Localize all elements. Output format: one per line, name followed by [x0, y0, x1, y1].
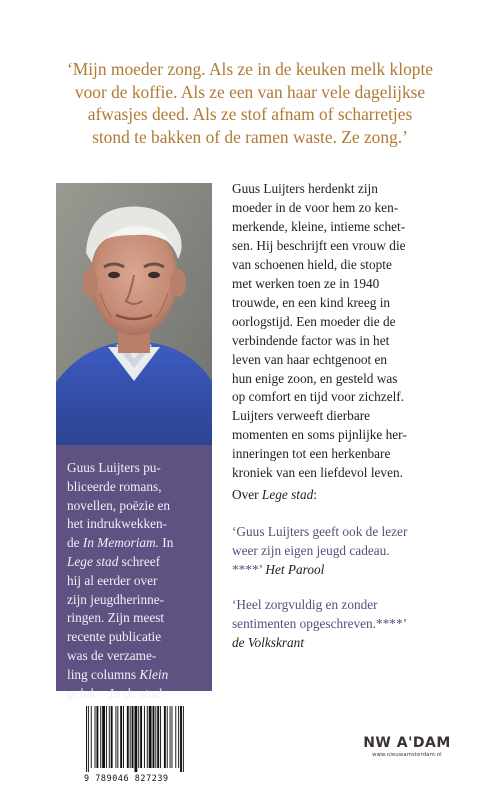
blurb-line: kroniek van een liefdevol leven. — [232, 465, 403, 481]
blurb-line: van schoenen hield, die stopte — [232, 256, 392, 272]
reviews-heading-colon: : — [313, 487, 317, 502]
bio-text: . — [161, 685, 165, 701]
barcode-bar — [147, 706, 148, 768]
barcode-bar — [178, 706, 179, 768]
publisher-name: NW A'DAM — [363, 735, 451, 751]
bio-line: Guus Luijters pu- — [67, 460, 161, 475]
barcode-bar — [102, 706, 105, 768]
author-photo — [56, 183, 212, 445]
barcode-bar — [155, 706, 156, 768]
bio-title-italic: In Memoriam. — [82, 535, 159, 551]
barcode-bar — [127, 706, 129, 768]
review-line: sentimenten opgeschreven.****’ — [232, 615, 408, 631]
barcode-bar — [115, 706, 116, 768]
barcode-bar — [120, 706, 122, 768]
barcode-bar — [153, 706, 155, 768]
blurb-line: Luijters verweeft dierbare — [232, 408, 371, 424]
barcode-bar — [149, 706, 152, 768]
barcode-bar — [95, 706, 96, 768]
barcode-bar — [96, 706, 98, 768]
blurb-line: leven van haar echtgenoot en — [232, 351, 388, 367]
blurb-line: op comfort en tijd voor zichzelf. — [232, 389, 405, 405]
barcode-bar — [138, 706, 139, 768]
isbn-number: 9 789046 827239 — [84, 773, 169, 783]
barcode-bar — [117, 706, 118, 768]
bio-line: recente publicatie — [67, 629, 162, 645]
bio-title-italic: geluk – In de stad — [67, 685, 162, 701]
barcode-bar — [86, 706, 87, 772]
barcode-bar — [109, 706, 110, 768]
bio-line — [67, 666, 204, 685]
bio-text: ling columns — [67, 666, 137, 682]
blurb-line: trouwde, en een kind kreeg in — [232, 294, 391, 310]
quote-line: voor de koffie. Als ze een van haar vele dagelijkse — [74, 81, 426, 102]
bio-text: de — [67, 535, 80, 551]
bio-text: In — [162, 535, 174, 551]
review-source: de Volkskrant — [232, 634, 305, 650]
bio-title-italic: Klein — [139, 666, 169, 682]
blurb-line: moeder in de voor hem zo ken- — [232, 199, 399, 215]
bio-line: was de verzame- — [67, 647, 157, 663]
barcode-bar — [144, 706, 145, 768]
reviews-heading — [232, 487, 317, 503]
blurb-text — [232, 180, 472, 483]
bio-line: ringen. Zijn meest — [67, 610, 165, 626]
bio-line: zijn jeugdherinne- — [67, 591, 165, 607]
publisher-logo — [361, 735, 453, 758]
barcode-bar — [157, 706, 159, 768]
barcode-bar — [140, 706, 142, 768]
barcode-bar — [160, 706, 161, 768]
barcode-bar — [106, 706, 107, 768]
barcode-bar — [172, 706, 173, 768]
bio-line: novellen, poëzie en — [67, 497, 171, 513]
barcode-bar — [132, 706, 134, 768]
blurb-line: merkende, kleine, intieme schet- — [232, 218, 406, 234]
cover-quote — [34, 58, 466, 148]
barcode-bar — [183, 706, 184, 772]
blurb-line: momenten en soms pijnlijke her- — [232, 427, 407, 443]
barcode-bars — [82, 706, 218, 772]
barcode-bar — [170, 706, 171, 768]
blurb-line: oorlogstijd. Een moeder die de — [232, 313, 396, 329]
barcode-bar — [100, 706, 101, 768]
review-line — [232, 634, 472, 653]
barcode-bar — [130, 706, 131, 768]
review-source: Het Parool — [265, 561, 325, 577]
bio-line: bliceerde romans, — [67, 478, 162, 494]
bio-line — [67, 685, 204, 704]
bio-line: het indrukwekken- — [67, 516, 168, 532]
author-portrait-image — [56, 183, 212, 445]
review-line: ‘Guus Luijters geeft ook de lezer — [232, 524, 408, 539]
blurb-line: Guus Luijters herdenkt zijn — [232, 181, 378, 196]
blurb-line: hun enige zoon, en gesteld was — [232, 370, 398, 386]
barcode-bar — [175, 706, 176, 768]
barcode-bar — [91, 706, 92, 768]
blurb-line: verbindende factor was in het — [232, 332, 390, 348]
bio-line — [67, 534, 204, 553]
barcode-bar — [111, 706, 113, 768]
barcode-bar — [123, 706, 124, 768]
review-line: ‘Heel zorgvuldig en zonder — [232, 597, 378, 612]
quote-line: ‘Mijn moeder zong. Als ze in de keuken melk klopte — [66, 59, 434, 79]
review-line: weer zijn eigen jeugd cadeau. — [232, 542, 390, 558]
barcode-bar — [88, 706, 89, 772]
bio-title-italic: Lege stad — [67, 553, 119, 569]
publisher-url: www.nieuwamsterdam.nl — [372, 752, 442, 758]
review-rating: ****’ — [232, 561, 263, 577]
barcode-bar — [180, 706, 182, 772]
author-bio-panel — [56, 445, 212, 701]
blurb-line: met werken toen ze in 1940 — [232, 275, 380, 291]
reviews-heading-prefix: Over — [232, 487, 259, 502]
quote-line: afwasjes deed. Als ze stof afnam of scharretjes — [87, 104, 413, 124]
blurb-line: inneringen tot een herkenbare — [232, 446, 391, 462]
barcode-bar — [134, 706, 137, 772]
barcode-bar — [167, 706, 168, 768]
barcode — [82, 706, 218, 772]
bio-line — [67, 553, 204, 572]
review-quote — [232, 523, 472, 580]
bio-text: schreef — [121, 553, 161, 569]
bio-line: hij al eerder over — [67, 572, 158, 588]
barcode-bar — [164, 706, 166, 768]
review-quote — [232, 596, 472, 653]
reviews-heading-title: Lege stad — [261, 487, 314, 502]
review-line — [232, 561, 472, 580]
blurb-line: sen. Hij beschrijft een vrouw die — [232, 237, 406, 253]
quote-line: stond te bakken of de ramen waste. Ze zong.’ — [92, 126, 408, 147]
